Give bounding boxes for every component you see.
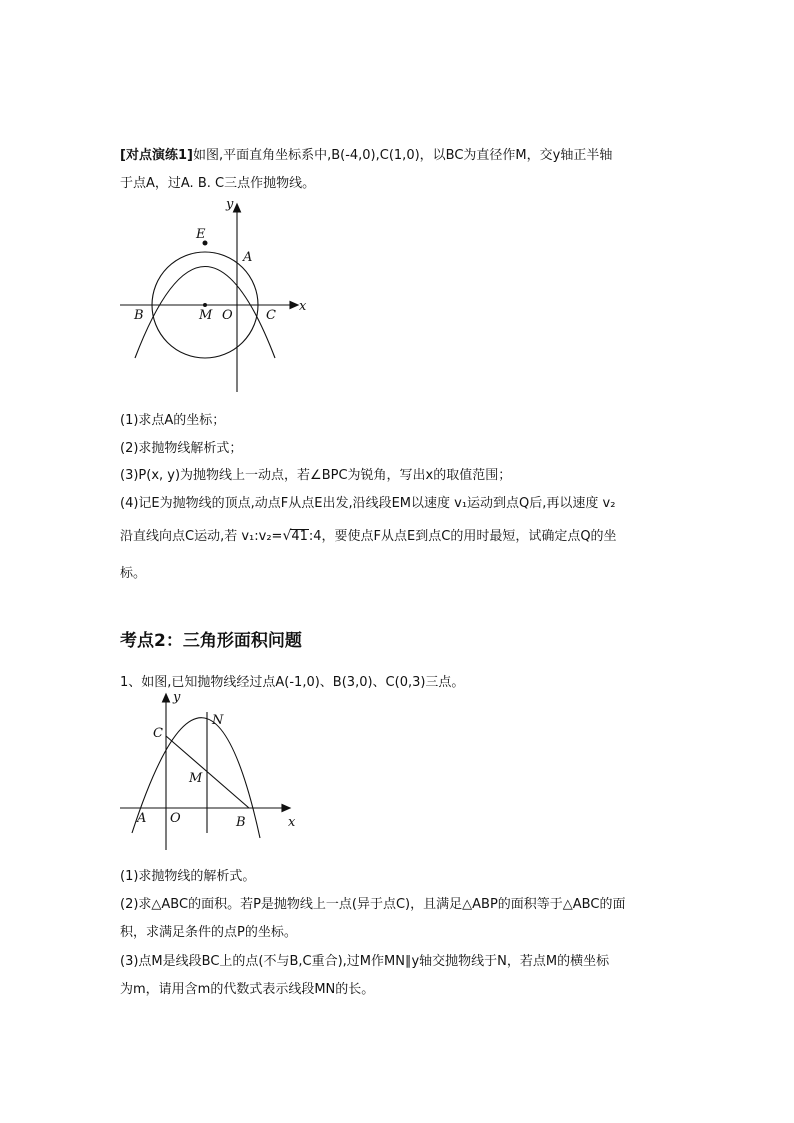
fig2-label-a: A [137,811,147,826]
fig1-label-o: O [222,308,233,323]
practice-tag: [对点演练1] [120,148,193,163]
fig2-label-o: O [170,811,181,826]
problem1-question-1: (1)求抛物线的解析式。 [120,869,256,884]
practice-text-1: 如图,平面直角坐标系中,B(-4,0),C(1,0)，以BC为直径作M，交y轴正半轴 [192,148,613,163]
fig1-label-a: A [243,250,253,265]
fig1-label-y: y [226,197,234,212]
fig2-label-c: C [153,726,163,741]
fig2-label-x: x [288,815,296,830]
practice-question-2: (2)求抛物线解析式； [120,441,243,456]
practice-question-1: (1)求点A的坐标； [120,413,226,428]
practice-line-2: 于点A，过A. B. C三点作抛物线。 [120,176,316,191]
fig1-label-c: C [266,308,276,323]
fig1-label-e: E [196,227,206,242]
fig2-label-m: M [189,771,203,786]
fig2-x-arrow [282,805,290,812]
fig1-label-m: M [199,308,213,323]
fig2-y-arrow [163,694,170,702]
problem1-question-3-line-1: (3)点M是线段BC上的点(不与B,C重合),过M作MN∥y轴交抛物线于N，若点M的横坐标 [120,954,610,969]
problem1-intro: 1、如图,已知抛物线经过点A(-1,0)、B(3,0)、C(0,3)三点。 [120,675,465,690]
problem1-question-2-line-2: 积，求满足条件的点P的坐标。 [120,925,297,940]
q4-text-b: :4，要使点F从点E到点C的用时最短，试确定点Q的坐 [308,529,617,544]
problem1-question-2-line-1: (2)求△ABC的面积。若P是抛物线上一点(异于点C)，且满足△ABP的面积等于△ABC的面 [120,897,626,912]
sqrt-radicand: 41 [291,529,308,544]
q4-text-a: 沿直线向点C运动,若 v₁:v₂= [120,529,283,544]
fig1-label-x: x [299,299,307,314]
sqrt-symbol: √ [282,528,292,544]
practice-question-3: (3)P(x, y)为抛物线上一动点，若∠BPC为锐角，写出x的取值范围； [120,468,512,483]
fig2-label-n: N [212,713,224,728]
fig1-label-b: B [134,308,144,323]
practice-question-4-line-1: (4)记E为抛物线的顶点,动点F从点E出发,沿线段EM以速度 v₁运动到点Q后,再以速度 v₂ [120,496,616,511]
fig2-label-y: y [173,690,181,705]
problem1-question-3-line-2: 为m，请用含m的代数式表示线段MN的长。 [120,982,375,997]
fig2-label-b: B [236,815,246,830]
section-title: 考点2：三角形面积问题 [120,631,302,651]
practice-question-4-line-3: 标。 [120,566,147,581]
